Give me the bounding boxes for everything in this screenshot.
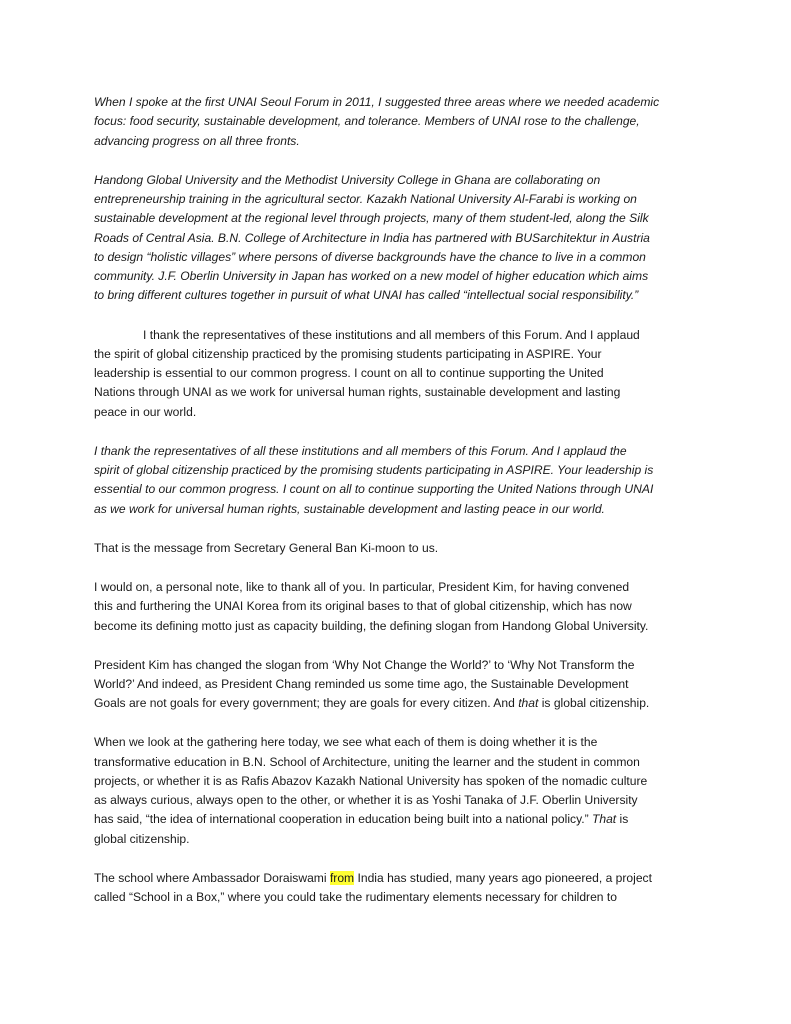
emphasis-that: that — [518, 696, 539, 711]
highlighted-word[interactable]: from — [329, 870, 355, 885]
paragraph-gathering-text: When we look at the gathering here today, we see what each of them is doing whether it is the transformative education in B.N. School of Architecture, uniting the learner and the student in common projects, or whether it is as Rafis Abazov Kazakh National University has spoken of the nomadic culture as always curious, always open to the other, or whether it is as Yoshi Tanaka of J.F. Oberlin University has said, “the idea of international cooperation in education being built into a national policy.” — [94, 735, 648, 827]
paragraph-thanks-indented: I thank the representatives of these institutions and all members of this Forum. And I applaud the spirit of global citizenship practiced by the promising students participating in ASPIRE. Your leadership is essential to our common progress. I count on all to continue supporting the United Nations through UNAI as we work for universal human rights, sustainable development and lasting peace in our world. — [94, 327, 640, 419]
paragraph-thanks-italic: I thank the representatives of all these institutions and all members of this Forum. And I applaud the spirit of global citizenship practiced by the promising students participating in ASPIRE. Your leadership is essential to our common progress. I count on all to continue supporting the United Nations through UNAI as we work for universal human rights, sustainable development and lasting peace in our world. — [94, 443, 654, 516]
paragraph-school-end: India has studied, many years ago pioneered, a project called “School in a Box,” where you could take the rudimentary elements necessary for children to — [94, 870, 652, 905]
paragraph-gathering-end: is global citizenship. — [94, 812, 629, 846]
paragraph-school-text: The school where Ambassador Doraiswami — [94, 870, 330, 885]
document-body — [94, 93, 704, 927]
paragraph-personal-note: I would on, a personal note, like to thank all of you. In particular, President Kim, for having convened this and furthering the UNAI Korea from its original bases to that of global citizenship, which has now become its defining motto just as capacity building, the defining slogan from Handong Global University. — [94, 579, 649, 633]
emphasis-that-capitalized: That — [591, 812, 617, 827]
paragraph-slogan — [94, 656, 704, 714]
paragraph-seoul-forum: When I spoke at the first UNAI Seoul Forum in 2011, I suggested three areas where we needed academic focus: food security, sustainable development, and tolerance. Members of UNAI rose to the challenge, advancing progress on all three fronts. — [94, 95, 660, 148]
paragraph-school-in-a-box — [94, 869, 704, 908]
paragraph-gathering — [94, 733, 704, 849]
paragraph-message-from-secretary-general: That is the message from Secretary General Ban Ki-moon to us. — [94, 540, 439, 555]
paragraph-slogan-text: President Kim has changed the slogan from ‘Why Not Change the World?’ to ‘Why Not Transform the World?’ And indeed, as President Chang reminded us some time ago, the Sustainable Development Goals are not goals for every government; they are goals for every citizen. And — [94, 657, 635, 711]
paragraph-university-projects: Handong Global University and the Methodist University College in Ghana are collaborating on entrepreneurship training in the agricultural sector. Kazakh National University Al-Farabi is working on sustainable development at the regional level through projects, many of them student-led, along the Silk Roads of Central Asia. B.N. College of Architecture in India has partnered with BUSarchitektur in Austria to design “holistic villages” where persons of diverse backgrounds have the chance to live in a common community. J.F. Oberlin University in Japan has worked on a new model of higher education which aims to bring different cultures together in pursuit of what UNAI has called “intellectual social responsibility.” — [94, 172, 650, 303]
paragraph-slogan-end: is global citizenship. — [538, 696, 650, 711]
